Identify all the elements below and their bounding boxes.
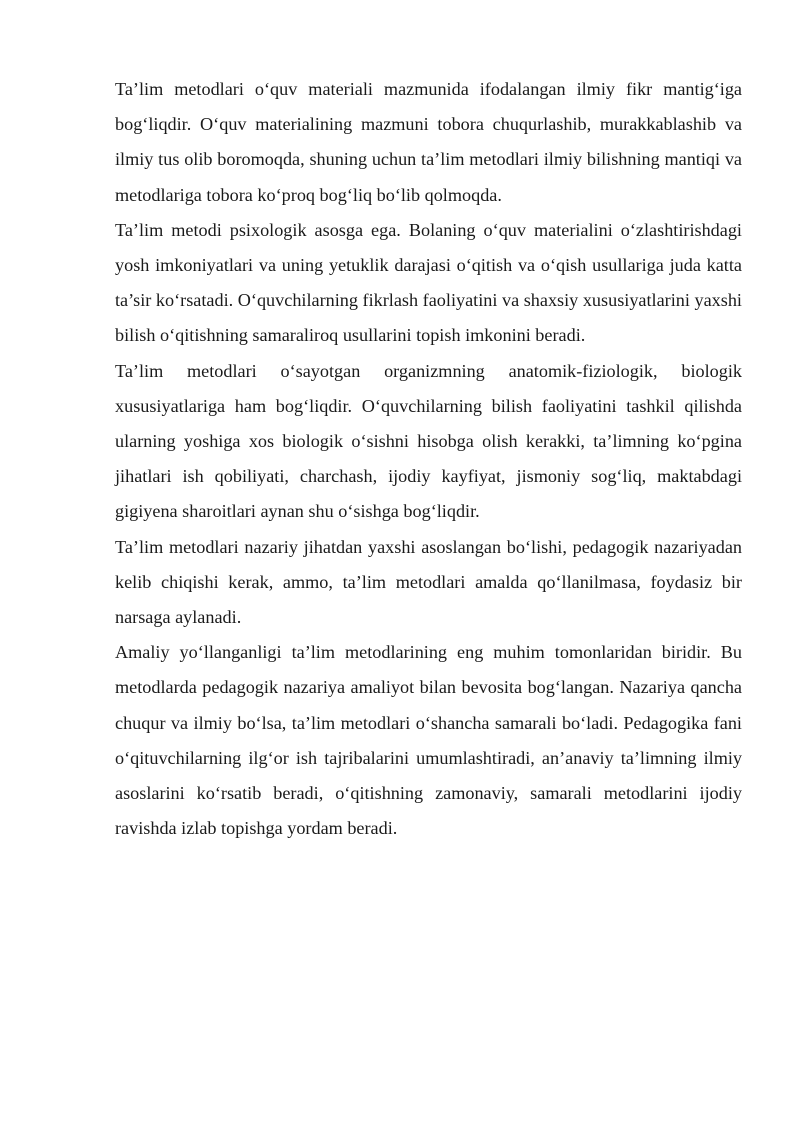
paragraph-3: Ta’lim metodlari o‘sayotgan organizmning anatomik-fiziologik, biologik xususiyatlariga ham bog‘liqdir. O‘quvchilarning bilish faoliyatini tashkil qilishda ularning yoshiga xos biologik o‘sishni hisobga olish kerakki, ta’limning ko‘pgina jihatlari ish qobiliyati, charchash, ijodiy kayfiyat, jismoniy sog‘liq, maktabdagi gigiyena sharoitlari aynan shu o‘sishga bog‘liqdir. — [115, 360, 742, 522]
paragraph-4: Ta’lim metodlari nazariy jihatdan yaxshi asoslangan bo‘lishi, pedagogik nazariyadan kelib chiqishi kerak, ammo, ta’lim metodlari amalda qo‘llanilmasa, foydasiz bir narsaga aylanadi. — [115, 536, 742, 628]
paragraph-5: Amaliy yo‘llanganligi ta’lim metodlarining eng muhim tomonlaridan biridir. Bu metodlarda pedagogik nazariya amaliyot bilan bevosita bog‘langan. Nazariya qancha chuqur va ilmiy bo‘lsa, ta’lim metodlari o‘shancha samarali bo‘ladi. Pedagogika fani o‘qituvchilarning ilg‘or ish tajribalarini umumlashtiradi, an’anaviy ta’limning ilmiy asoslarini ko‘rsatib beradi, o‘qitishning zamonaviy, samarali metodlarini ijodiy ravishda izlab topishga yordam beradi. — [115, 642, 742, 839]
paragraph-2: Ta’lim metodi psixologik asosga ega. Bolaning o‘quv materialini o‘zlashtirishdagi yosh imkoniyatlari va uning yetuklik darajasi o‘qitish va o‘qish usullariga juda katta ta’sir ko‘rsatadi. O‘quvchilarning fikrlash faoliyatini va shaxsiy xususiyatlarini yaxshi bilish o‘qitishning samaraliroq usullarini topish imkonini beradi. — [115, 219, 742, 346]
paragraph-1: Ta’lim metodlari o‘quv materiali mazmunida ifodalangan ilmiy fikr mantig‘iga bog‘liqdir. O‘quv materialining mazmuni tobora chuqurlashib, murakkablashib va ilmiy tus olib boromoqda, shuning uchun ta’lim metodlari ilmiy bilishning mantiqi va metodlariga tobora ko‘proq bog‘liq bo‘lib qolmoqda. — [115, 79, 742, 205]
document-body — [115, 72, 742, 846]
